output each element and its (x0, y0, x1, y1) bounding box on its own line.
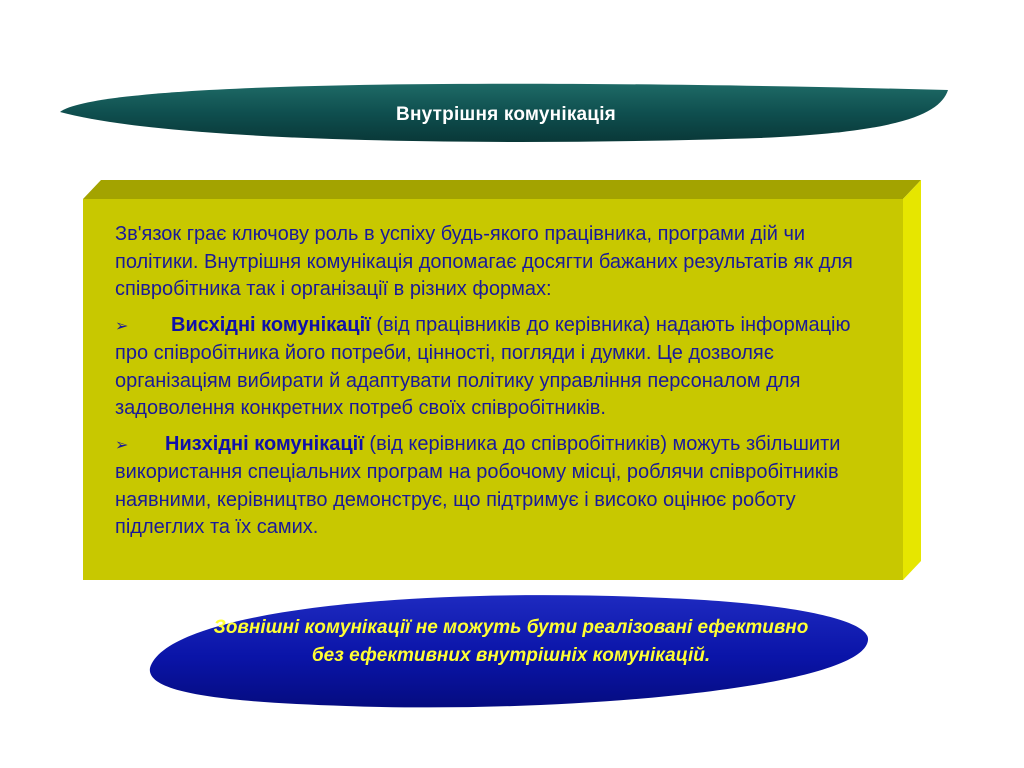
bullet-text-downward: (від керівника до співробітників) можуть збільшити використання спеціальних програм на робочому місці, роблячи співробітників наявними, керівництво демонструє, що підтримує і високо оцінює роботу підлеглих та їх самих. (115, 432, 841, 538)
content-box (83, 180, 921, 580)
arrow-bullet-icon: ➢ (115, 317, 129, 335)
bullet-term-upward: Висхідні комунікації (171, 313, 371, 336)
bullet-upward (115, 312, 873, 423)
conclusion-text: Зовнішні комунікації не можуть бути реалізовані ефективно без ефективних внутрішніх комунікацій. (213, 617, 809, 666)
arrow-bullet-icon: ➢ (115, 436, 129, 454)
bullet-text-upward: (від працівників до керівника) надають інформацію про співробітника його потреби, цінності, погляди і думки. Це дозволяє організаціям вибирати й адаптувати політику управління персоналом для задоволення конкретних потреб своїх співробітників. (115, 313, 851, 419)
intro-paragraph: Зв'язок грає ключову роль в успіху будь-якого працівника, програми дій чи політики. Внутрішня комунікація допомагає досягти бажаних результатів як для співробітника так і організації в різних формах: (115, 223, 853, 300)
bullet-term-downward: Низхідні комунікації (165, 432, 364, 455)
conclusion-oval (146, 592, 872, 712)
page-title: Внутрішня комунікація (396, 104, 616, 125)
content-text (115, 221, 873, 550)
title-banner (60, 74, 952, 146)
bullet-downward (115, 431, 873, 542)
